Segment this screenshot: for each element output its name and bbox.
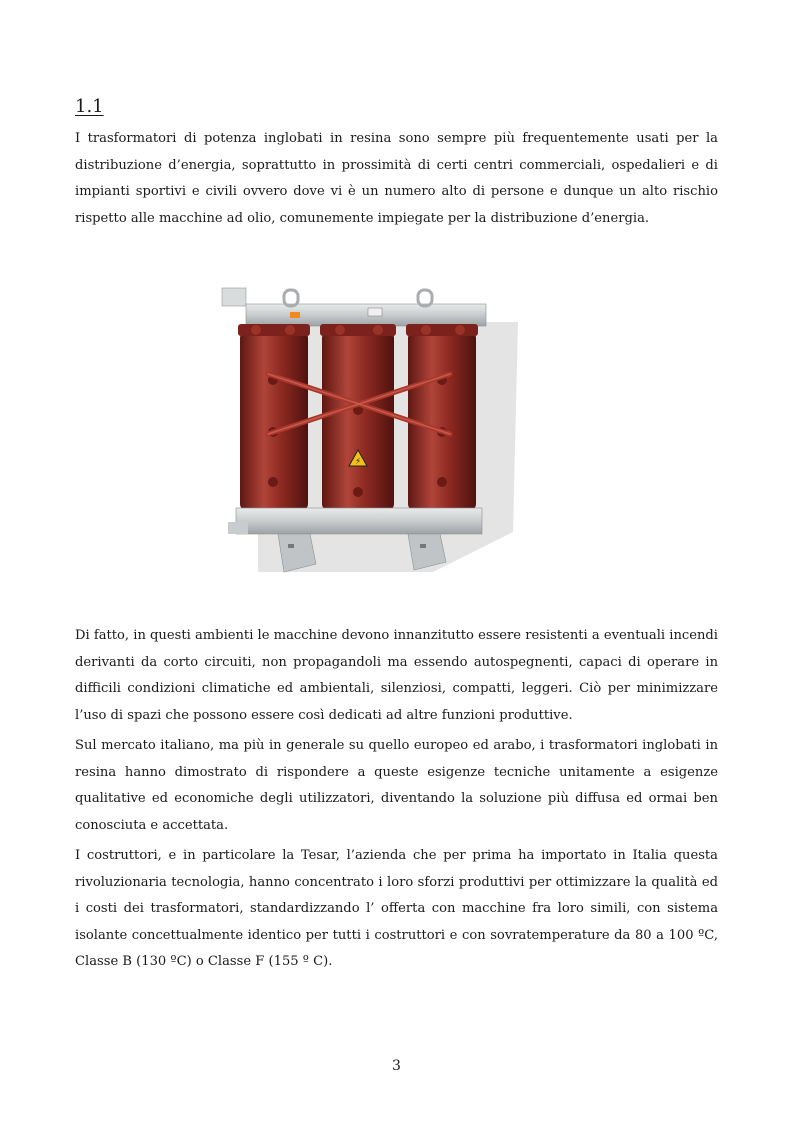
svg-text:⚡: ⚡ xyxy=(354,457,362,467)
market-paragraph: Sul mercato italiano, ma più in generale su quello europeo ed arabo, i trasformatori inglobati in resina hanno dimostrato di rispondere a queste esigenze tecniche unitamente a esigenze qualitative ed economiche degli utilizzatori, diventando la soluzione più diffusa ed ormai ben conosciuta e accettata. xyxy=(75,738,718,833)
cast-resin-transformer-image xyxy=(218,282,518,577)
transformer-figure xyxy=(218,282,518,577)
requirements-paragraph: Di fatto, in questi ambienti le macchine devono innanzitutto essere resistenti a eventuali incendi derivanti da corto circuiti, non propagandoli ma essendo autospegnenti, capaci di operare in difficili condizioni climatiche ed ambientali, silenziosi, compatti, leggeri. Ciò per minimizzare l’uso di spazi che possono essere così dedicati ad altre funzioni produttive. xyxy=(75,628,718,723)
section-heading: 1.1 xyxy=(75,96,104,117)
page-number: 3 xyxy=(392,1058,401,1074)
intro-paragraph: I trasformatori di potenza inglobati in resina sono sempre più frequentemente usati per la distribuzione d’energia, soprattutto in prossimità di certi centri commerciali, ospedalieri e di impianti sportivi e civili ovvero dove vi è un numero alto di persone e dunque un alto rischio rispetto alle macchine ad olio, comunemente impiegate per la distribuzione d’energia. xyxy=(75,131,718,226)
manufacturers-paragraph: I costruttori, e in particolare la Tesar, l’azienda che per prima ha importato in Italia questa rivoluzionaria tecnologia, hanno concentrato i loro sforzi produttivi per ottimizzare la qualità ed i costi dei trasformatori, standardizzando l’ offerta con macchine fra loro simili, con sistema isolante concettualmente identico per tutti i costruttori e con sovratemperature da 80 a 100 ºC, Classe B (130 ºC) o Classe F (155 º C). xyxy=(75,848,718,970)
